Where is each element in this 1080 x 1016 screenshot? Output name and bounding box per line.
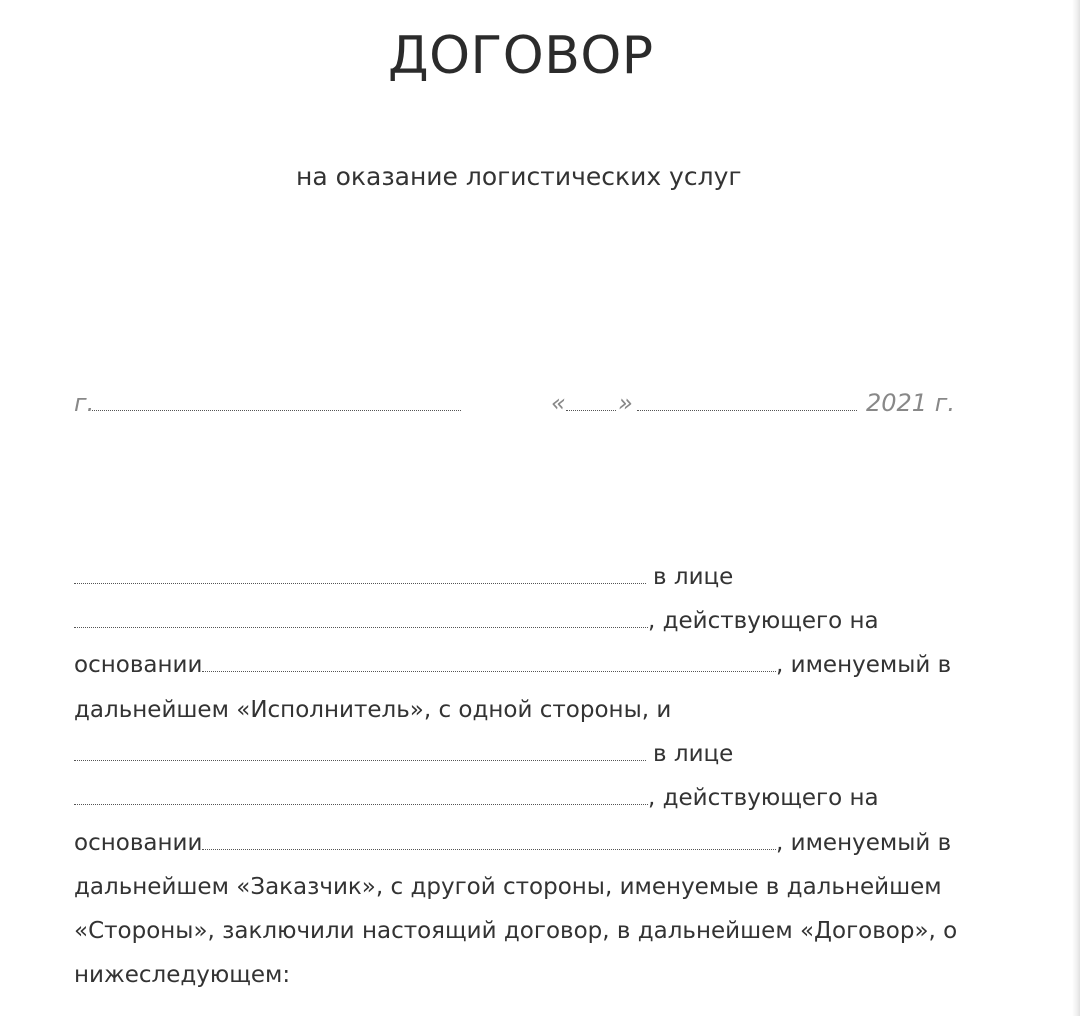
customer-role-line: дальнейшем «Заказчик», с другой стороны, именуемые в дальнейшем [74, 874, 942, 900]
month-blank[interactable] [637, 410, 857, 411]
day-quote-open: « [551, 389, 566, 417]
page-edge-shadow [1072, 0, 1080, 1016]
closing-line: нижеследующем: [74, 962, 291, 988]
executor-role-line: дальнейшем «Исполнитель», с одной стороны, и [74, 697, 672, 723]
year-label: 2021 г. [866, 389, 955, 417]
customer-basis-label: основании [74, 830, 203, 856]
executor-basis-blank[interactable] [202, 671, 776, 672]
executor-referred-label: , именуемый в [776, 652, 952, 678]
customer-representative-blank[interactable] [74, 804, 648, 805]
day-blank[interactable] [566, 410, 616, 411]
executor-in-person-label: в лице [653, 564, 734, 590]
city-blank[interactable] [92, 410, 461, 411]
parties-line: «Стороны», заключили настоящий договор, в дальнейшем «Договор», о [74, 918, 958, 944]
document-subtitle: на оказание логистических услуг [296, 162, 742, 191]
day-quote-close: » [618, 389, 633, 417]
customer-in-person-label: в лице [653, 741, 734, 767]
executor-basis-label: основании [74, 652, 203, 678]
executor-representative-blank[interactable] [74, 627, 648, 628]
customer-name-blank[interactable] [74, 760, 646, 761]
executor-name-blank[interactable] [74, 583, 646, 584]
document-title: ДОГОВОР [388, 26, 654, 86]
city-prefix: г. [74, 389, 95, 417]
customer-basis-blank[interactable] [202, 849, 776, 850]
customer-acting-label: , действующего на [648, 785, 879, 811]
customer-referred-label: , именуемый в [776, 830, 952, 856]
executor-acting-label: , действующего на [648, 608, 879, 634]
